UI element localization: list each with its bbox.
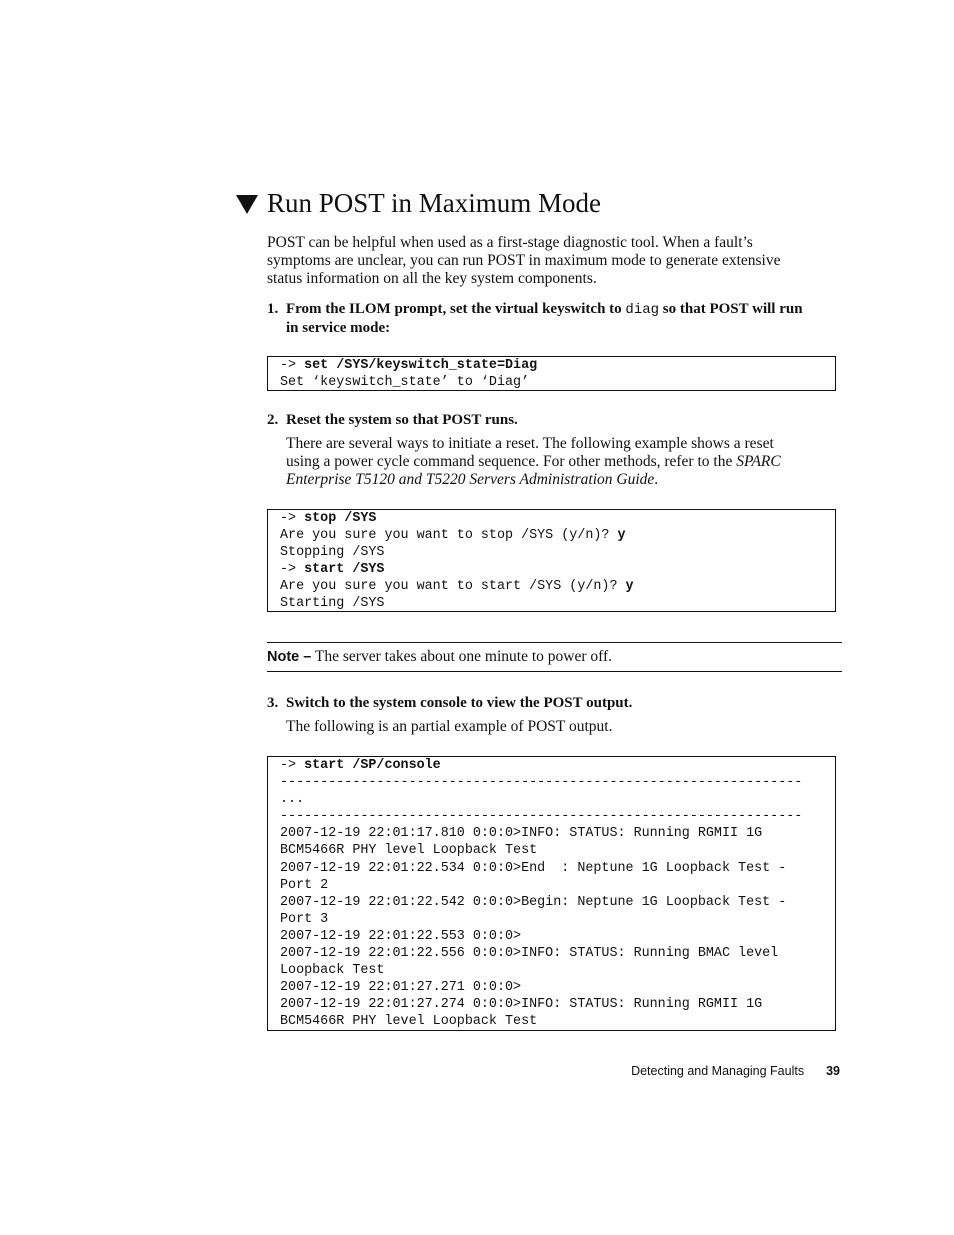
prompt: -> xyxy=(280,358,305,373)
step-3-body xyxy=(286,718,612,736)
output-line: Starting /SYS xyxy=(280,596,385,612)
triangle-bullet-icon xyxy=(236,195,258,214)
step-text: From the ILOM prompt, set the virtual keyswitch to xyxy=(286,301,626,317)
output-line: ... xyxy=(280,792,305,808)
output-line: 2007-12-19 22:01:22.556 0:0:0>INFO: STATUS: Running BMAC level xyxy=(280,946,779,962)
page-footer xyxy=(580,1064,840,1078)
output-line: 2007-12-19 22:01:27.274 0:0:0>INFO: STATUS: Running RGMII 1G xyxy=(280,997,763,1013)
answer: y xyxy=(617,528,626,544)
output-line: 2007-12-19 22:01:17.810 0:0:0>INFO: STATUS: Running RGMII 1G xyxy=(280,826,763,842)
output-line: ----------------------------------------------------------------- xyxy=(280,775,803,791)
page-number: 39 xyxy=(826,1064,840,1078)
prompt: -> xyxy=(280,758,305,773)
step-text: Switch to the system console to view the POST output. xyxy=(286,695,633,711)
note-label: Note – xyxy=(267,649,312,665)
body-line: The following is an partial example of POST output. xyxy=(286,718,613,735)
output-line: BCM5466R PHY level Loopback Test xyxy=(280,1014,538,1030)
output-line: Port 2 xyxy=(280,877,329,893)
step-text: Reset the system so that POST runs. xyxy=(286,412,518,428)
output-line: 2007-12-19 22:01:27.271 0:0:0> xyxy=(280,980,522,996)
section-heading xyxy=(236,188,601,219)
intro-line: POST can be helpful when used as a first-stage diagnostic tool. When a fault’s xyxy=(267,234,753,251)
footer-section-title: Detecting and Managing Faults xyxy=(631,1064,805,1078)
command: set /SYS/keyswitch_state=Diag xyxy=(304,358,538,373)
answer: y xyxy=(625,579,634,595)
output-line: 2007-12-19 22:01:22.542 0:0:0>Begin: Neptune 1G Loopback Test - xyxy=(280,894,787,910)
command: stop /SYS xyxy=(304,511,377,526)
guide-title: Enterprise T5120 and T5220 Servers Administration Guide xyxy=(286,471,655,488)
step-2-body xyxy=(286,435,781,489)
output-line: Port 3 xyxy=(280,911,329,927)
prompt: -> xyxy=(280,562,305,578)
punctuation: . xyxy=(654,471,659,488)
output-line: ----------------------------------------------------------------- xyxy=(280,809,803,825)
output-line: BCM5466R PHY level Loopback Test xyxy=(280,843,538,859)
command: start /SP/console xyxy=(304,758,441,773)
code-block-post-output xyxy=(267,756,836,1031)
inline-code: diag xyxy=(625,302,660,318)
output-line: Loopback Test xyxy=(280,963,385,979)
section-title: Run POST in Maximum Mode xyxy=(267,188,602,218)
output-line: Set ‘keyswitch_state’ to ‘Diag’ xyxy=(280,375,530,391)
output-line: Are you sure you want to start /SYS (y/n)? xyxy=(280,579,626,595)
code-block-reset xyxy=(267,509,836,612)
output-line: Are you sure you want to stop /SYS (y/n)? xyxy=(280,528,618,544)
intro-line: status information on all the key system components. xyxy=(267,270,597,287)
step-number: 1. xyxy=(267,301,279,317)
step-number: 3. xyxy=(267,695,279,711)
output-line: Stopping /SYS xyxy=(280,545,385,561)
intro-line: symptoms are unclear, you can run POST in maximum mode to generate extensive xyxy=(267,252,781,269)
code-block-keyswitch xyxy=(267,356,836,391)
intro-paragraph xyxy=(267,234,780,288)
prompt: -> xyxy=(280,511,305,526)
step-2 xyxy=(267,411,518,429)
guide-title: SPARC xyxy=(736,453,781,470)
output-line: 2007-12-19 22:01:22.534 0:0:0>End : Neptune 1G Loopback Test - xyxy=(280,860,787,876)
output-line: 2007-12-19 22:01:22.553 0:0:0> xyxy=(280,928,522,944)
step-text: so that POST will run xyxy=(659,301,803,317)
step-text: in service mode: xyxy=(286,320,391,336)
command: start /SYS xyxy=(304,562,385,578)
step-3 xyxy=(267,694,632,712)
step-number: 2. xyxy=(267,412,279,428)
note-text: The server takes about one minute to power off. xyxy=(311,648,613,665)
note-box xyxy=(267,642,842,672)
body-line: using a power cycle command sequence. For other methods, refer to the xyxy=(286,453,737,470)
body-line: There are several ways to initiate a reset. The following example shows a reset xyxy=(286,435,774,452)
step-1 xyxy=(267,300,803,337)
